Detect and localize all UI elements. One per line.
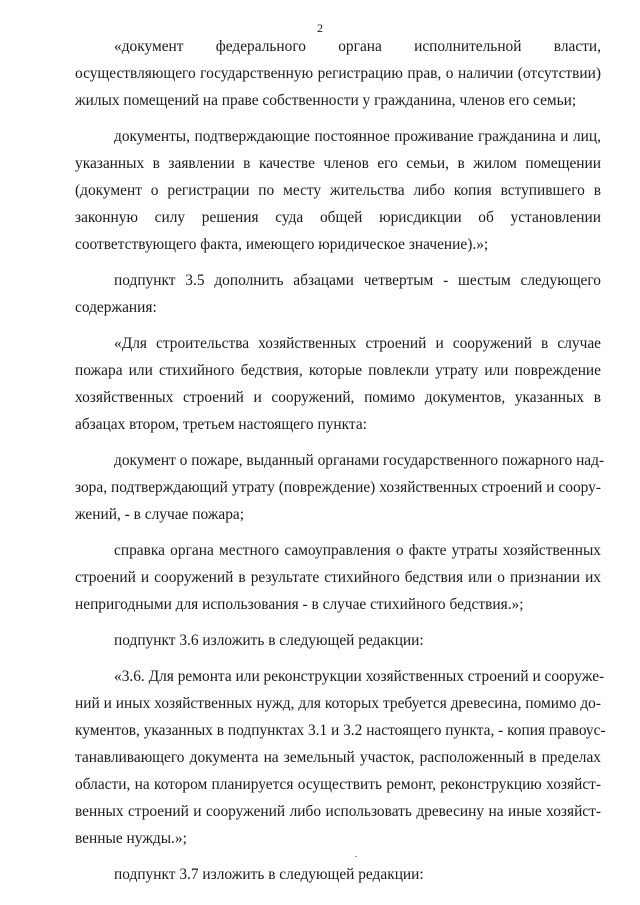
text-line: осуществляющего государственную регистрацию прав, о наличии (отсутствии) — [75, 65, 601, 82]
text-line: строений и сооружений в результате стихийного бедствия или о признании их — [75, 569, 601, 586]
text-line: пожара или стихийного бедствия, которые повлекли утрату или повреждение — [75, 362, 601, 379]
text-line: указанных в заявлении в качестве членов его семьи, в жилом помещении — [75, 155, 601, 172]
text-line: жилых помещений на праве собственности у гражданина, членов его семьи; — [75, 92, 577, 109]
paragraph-6 — [75, 537, 601, 618]
text-line: подпункт 3.5 дополнить абзацами четвертым - шестым следующего — [114, 272, 601, 289]
text-line: «Для строительства хозяйственных строений и сооружений в случае — [114, 335, 601, 352]
text-line: справка органа местного самоуправления о факте утраты хозяйственных — [114, 542, 601, 559]
text-line: «документ федерального органа исполнительной власти, — [114, 38, 601, 55]
paragraph-5 — [75, 447, 605, 528]
text-line: танавливающего документа на земельный участок, расположенный в пределах — [75, 749, 601, 766]
text-line: жений, - в случае пожара; — [75, 506, 245, 523]
paragraph-9 — [75, 861, 601, 888]
text-line: венные нужды.»; — [75, 830, 187, 847]
text-line: хозяйственных строений и сооружений, помимо документов, указанных в — [75, 389, 601, 406]
text-line: области, на котором планируется осуществить ремонт, реконструкцию хозяйст- — [75, 776, 601, 793]
text-line: кументов, указанных в подпунктах 3.1 и 3.2 настоящего пункта, - копия правоус- — [75, 722, 606, 739]
paragraph-2 — [75, 123, 601, 258]
text-line: документы, подтверждающие постоянное проживание гражданина и лиц, — [114, 128, 601, 145]
scan-speck — [355, 856, 357, 857]
text-line: абзацах втором, третьем настоящего пункта: — [75, 416, 367, 433]
text-line: содержания: — [75, 299, 157, 316]
text-line: «3.6. Для ремонта или реконструкции хозяйственных строений и сооруже- — [114, 668, 605, 685]
text-line: подпункт 3.6 изложить в следующей редакции: — [114, 632, 424, 649]
paragraph-1 — [75, 33, 601, 114]
page-number: 2 — [317, 21, 323, 35]
paragraph-8 — [75, 663, 606, 852]
paragraph-3 — [75, 267, 601, 321]
text-line: подпункт 3.7 изложить в следующей редакции: — [114, 866, 424, 883]
text-line: зора, подтверждающий утрату (повреждение) хозяйственных строений и соору- — [75, 479, 601, 496]
text-line: документ о пожаре, выданный органами государственного пожарного над- — [114, 452, 605, 469]
paragraph-4 — [75, 330, 601, 438]
text-line: непригодными для использования - в случае стихийного бедствия.»; — [75, 596, 524, 613]
text-line: законную силу решения суда общей юрисдикции об установлении — [75, 209, 601, 226]
text-line: ний и иных хозяйственных нужд, для которых требуется древесина, помимо до- — [75, 695, 601, 712]
paragraph-7 — [75, 627, 601, 654]
text-line: (документ о регистрации по месту жительства либо копия вступившего в — [75, 182, 601, 199]
document-body — [75, 33, 606, 888]
text-line: соответствующего факта, имеющего юридическое значение).»; — [75, 236, 489, 253]
text-line: венных строений и сооружений либо использовать древесину на иные хозяйст- — [75, 803, 601, 820]
